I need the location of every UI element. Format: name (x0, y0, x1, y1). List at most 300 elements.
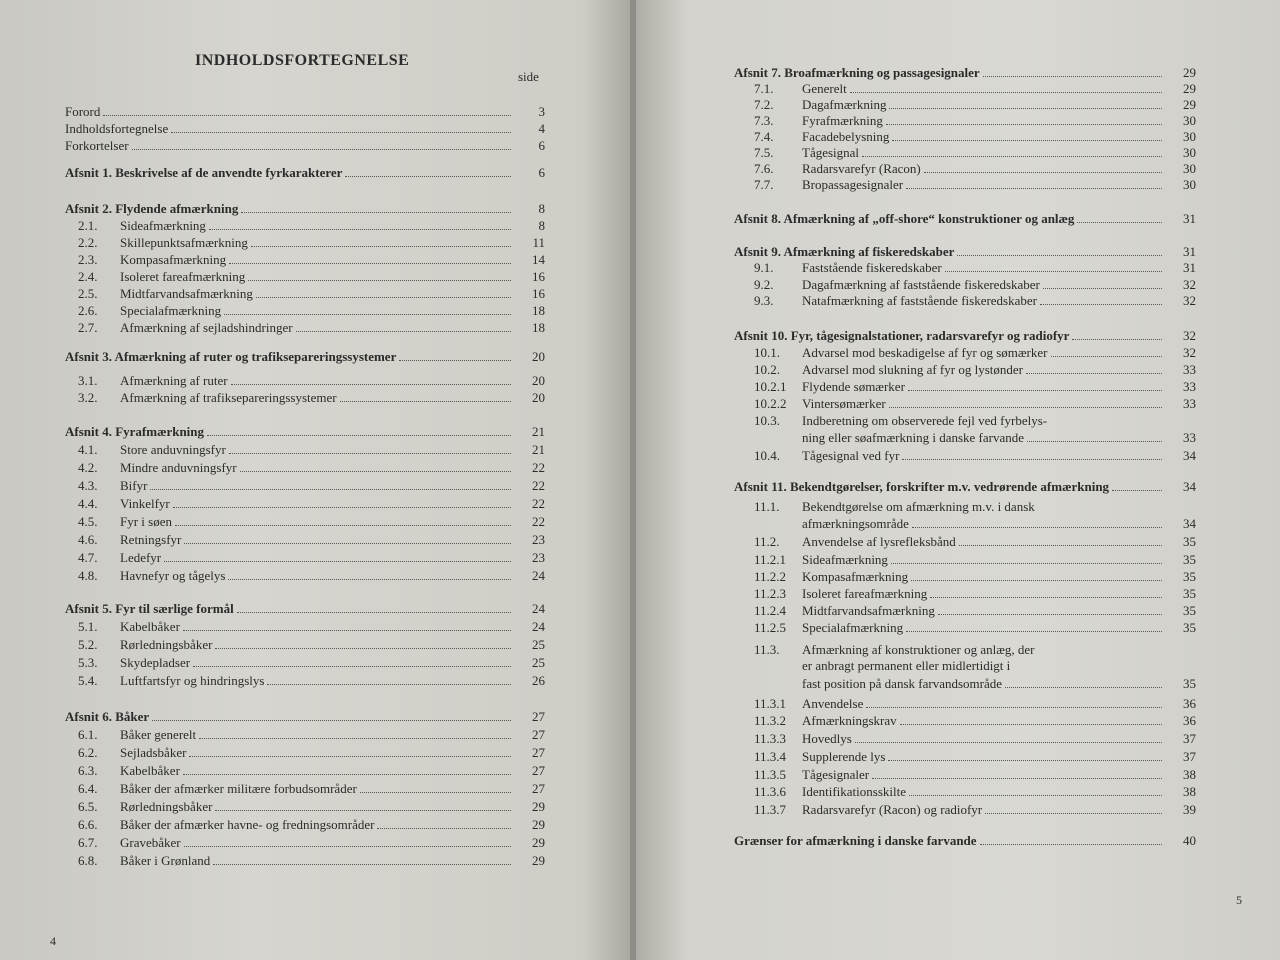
toc-entry-number: 7.3. (754, 113, 774, 128)
dot-leader (207, 423, 511, 436)
toc-entry-number: 4.1. (78, 442, 98, 457)
toc-entry (78, 549, 545, 566)
toc-entry-number: 7.5. (754, 145, 774, 160)
toc-entry-page: 30 (1183, 145, 1196, 160)
toc-entry-label: Sideafmærkning (120, 218, 206, 233)
left-page-number: 4 (50, 934, 56, 948)
toc-entry-number: 5.3. (78, 655, 98, 670)
dot-leader (945, 259, 1162, 272)
toc-entry-page: 35 (1183, 603, 1196, 618)
toc-entry (65, 120, 545, 137)
toc-entry (754, 292, 1196, 309)
toc-entry (754, 619, 1196, 636)
toc-entry-label: fast position på dansk farvandsområde (802, 676, 1003, 691)
dot-leader (909, 783, 1162, 796)
toc-entry-number: 9.3. (754, 293, 774, 308)
toc-section-entry (734, 64, 1196, 81)
toc-entry-page: 35 (1183, 676, 1196, 691)
dot-leader (985, 801, 1162, 814)
toc-entry-number: 2.2. (78, 235, 98, 250)
toc-entry-label: Afmærkning af ruter (120, 373, 228, 388)
toc-entry (754, 766, 1196, 783)
toc-entry-number: 6.1. (78, 727, 98, 742)
toc-entry-number: 4.6. (78, 532, 98, 547)
toc-entry-page: 35 (1183, 534, 1196, 549)
toc-entry-label: Forkortelser (65, 138, 129, 153)
toc-entry-label: Afmærkningskrav (802, 713, 897, 728)
toc-entry (754, 344, 1196, 361)
dot-leader (866, 695, 1162, 708)
dot-leader (855, 730, 1162, 743)
toc-entry-number: 4.8. (78, 568, 98, 583)
toc-entry-page: 20 (532, 373, 545, 388)
toc-entry-label: Afsnit 11. Bekendtgørelser, forskrifter m.v. vedrørende afmærkning (734, 479, 1110, 494)
toc-entry-label: Generelt (802, 81, 847, 96)
toc-entry (78, 217, 545, 234)
dot-leader (906, 619, 1162, 632)
page-column-label: side (518, 69, 539, 84)
toc-entry-page: 22 (532, 496, 545, 511)
dot-leader (399, 348, 511, 361)
toc-entry-page: 22 (532, 478, 545, 493)
toc-entry (754, 602, 1196, 619)
toc-entry-number: 6.5. (78, 799, 98, 814)
dot-leader (872, 766, 1162, 779)
toc-entry-page: 35 (1183, 552, 1196, 567)
toc-entry-number: 2.1. (78, 218, 98, 233)
toc-entry (754, 675, 1196, 692)
toc-entry (754, 176, 1196, 193)
dot-leader (189, 744, 511, 757)
dot-leader (224, 302, 511, 315)
toc-entry (78, 251, 545, 268)
toc-entry-label: Skillepunktsafmærkning (120, 235, 248, 250)
toc-entry-page: 35 (1183, 569, 1196, 584)
toc-entry (78, 672, 545, 689)
toc-entry-page: 8 (538, 218, 545, 233)
toc-section-entry (734, 478, 1196, 495)
toc-entry-label: Advarsel mod beskadigelse af fyr og sømærker (802, 345, 1048, 360)
toc-entry-page: 36 (1183, 713, 1196, 728)
dot-leader (930, 585, 1162, 598)
dot-leader (1005, 675, 1162, 688)
toc-entry-label: Afmærkning af trafiksepareringssystemer (120, 390, 337, 405)
toc-entry (65, 137, 545, 154)
toc-entry (78, 567, 545, 584)
toc-entry-label: Kompasafmærkning (120, 252, 227, 267)
dot-leader (193, 654, 511, 667)
toc-entry-label: Specialafmærkning (802, 620, 904, 635)
toc-entry-page: 24 (532, 601, 545, 616)
toc-entry-label: Facadebelysning (802, 129, 890, 144)
toc-entry (78, 780, 545, 797)
dot-leader (1043, 276, 1162, 289)
dot-leader (256, 285, 511, 298)
toc-entry-page: 35 (1183, 586, 1196, 601)
dot-leader (1112, 478, 1162, 491)
dot-leader (1027, 429, 1162, 442)
toc-entry-number: 2.3. (78, 252, 98, 267)
dot-leader (345, 164, 511, 177)
toc-entry-number: 11.2.4 (754, 603, 787, 618)
dot-leader (175, 513, 511, 526)
toc-entry (754, 551, 1196, 568)
toc-entry-page: 4 (538, 121, 545, 136)
toc-entry-page: 20 (532, 349, 545, 364)
toc-entry-label: Tågesignal (802, 145, 860, 160)
toc-entry (754, 144, 1196, 161)
toc-entry-page: 33 (1183, 396, 1196, 411)
toc-entry-page: 34 (1183, 479, 1196, 494)
toc-entry (754, 498, 1196, 515)
toc-entry-page: 33 (1183, 430, 1196, 445)
toc-entry-number: 10.2.1 (754, 379, 787, 394)
toc-entry-number: 7.1. (754, 81, 774, 96)
toc-entry-label: Fyr i søen (120, 514, 172, 529)
toc-entry-number: 10.1. (754, 345, 780, 360)
toc-entry-number: 11.3.7 (754, 802, 787, 817)
dot-leader (209, 217, 511, 230)
toc-entry-number: 2.5. (78, 286, 98, 301)
toc-entry-label: Forord (65, 104, 101, 119)
toc-entry-label: afmærkningsområde (802, 516, 909, 531)
toc-entry-number: 7.7. (754, 177, 774, 192)
toc-entry-number: 11.3.6 (754, 784, 787, 799)
toc-entry (754, 657, 1196, 674)
toc-section-entry (65, 600, 545, 617)
dot-leader (183, 762, 511, 775)
dot-leader (240, 459, 511, 472)
toc-entry-page: 27 (532, 781, 545, 796)
toc-entry-label: Midtfarvandsafmærkning (802, 603, 935, 618)
toc-entry-page: 37 (1183, 749, 1196, 764)
toc-entry-number: 5.2. (78, 637, 98, 652)
toc-entry-number: 4.3. (78, 478, 98, 493)
toc-entry-label: Radarsvarefyr (Racon) (802, 161, 921, 176)
toc-entry-page: 29 (532, 799, 545, 814)
toc-entry (78, 834, 545, 851)
dot-leader (938, 602, 1162, 615)
toc-entry-label: Afsnit 1. Beskrivelse af de anvendte fyrkarakterer (65, 165, 343, 180)
toc-entry-label: er anbragt permanent eller midlertidigt i (802, 658, 1011, 673)
toc-section-entry (734, 210, 1196, 227)
toc-entry-number: 4.2. (78, 460, 98, 475)
toc-entry (78, 285, 545, 302)
toc-entry-label: Dagafmærkning af faststående fiskeredskaber (802, 277, 1040, 292)
dot-leader (1040, 292, 1162, 305)
toc-entry-label: Afsnit 3. Afmærkning af ruter og trafiksepareringssystemer (65, 349, 397, 364)
dot-leader (889, 395, 1162, 408)
toc-entry-label: Anvendelse af lysrefleksbånd (802, 534, 956, 549)
toc-entry-label: Kompasafmærkning (802, 569, 909, 584)
toc-entry-page: 33 (1183, 362, 1196, 377)
toc-entry-number: 11.3.3 (754, 731, 787, 746)
toc-entry-page: 29 (1183, 65, 1196, 80)
toc-entry-label: Havnefyr og tågelys (120, 568, 226, 583)
toc-entry-label: Rørledningsbåker (120, 637, 213, 652)
toc-entry-label: Mindre anduvningsfyr (120, 460, 237, 475)
toc-entry (78, 762, 545, 779)
toc-entry-label: Vintersømærker (802, 396, 886, 411)
toc-entry (78, 459, 545, 476)
toc-entry-number: 9.2. (754, 277, 774, 292)
dot-leader (850, 80, 1162, 93)
toc-entry-page: 20 (532, 390, 545, 405)
toc-entry-number: 6.8. (78, 853, 98, 868)
toc-entry-label: Afsnit 9. Afmærkning af fiskeredskaber (734, 244, 955, 259)
toc-entry-page: 23 (532, 550, 545, 565)
toc-entry-number: 10.4. (754, 448, 780, 463)
toc-section-entry (65, 708, 545, 725)
toc-entry-page: 32 (1183, 277, 1196, 292)
toc-heading: INDHOLDSFORTEGNELSE (195, 52, 410, 69)
toc-entry-label: Grænser for afmærkning i danske farvande (734, 833, 977, 848)
toc-entry (754, 585, 1196, 602)
dot-leader (377, 816, 511, 829)
toc-entry (754, 533, 1196, 550)
toc-entry (78, 319, 545, 336)
dot-leader (340, 389, 511, 402)
toc-entry-number: 7.6. (754, 161, 774, 176)
toc-entry-page: 35 (1183, 620, 1196, 635)
dot-leader (1026, 361, 1162, 374)
toc-entry-page: 25 (532, 637, 545, 652)
toc-entry-number: 6.6. (78, 817, 98, 832)
toc-entry (754, 96, 1196, 113)
dot-leader (892, 128, 1162, 141)
toc-entry-number: 6.7. (78, 835, 98, 850)
toc-entry-label: Radarsvarefyr (Racon) og radiofyr (802, 802, 983, 817)
dot-leader (248, 268, 511, 281)
toc-entry-label: Dagafmærkning (802, 97, 887, 112)
toc-entry-label: Afsnit 2. Flydende afmærkning (65, 201, 239, 216)
toc-section-entry (65, 164, 545, 181)
toc-entry-page: 32 (1183, 293, 1196, 308)
dot-leader (164, 549, 511, 562)
toc-entry-label: Sideafmærkning (802, 552, 888, 567)
toc-entry-label: Båker generelt (120, 727, 197, 742)
toc-entry-label: Skydepladser (120, 655, 191, 670)
dot-leader (132, 137, 511, 150)
toc-entry-label: Isoleret fareafmærkning (802, 586, 928, 601)
toc-entry-page: 25 (532, 655, 545, 670)
dot-leader (183, 618, 511, 631)
dot-leader (184, 531, 511, 544)
toc-entry-page: 29 (1183, 97, 1196, 112)
toc-entry (65, 103, 545, 120)
toc-entry-page: 31 (1183, 260, 1196, 275)
toc-entry-page: 32 (1183, 345, 1196, 360)
toc-entry-page: 38 (1183, 767, 1196, 782)
toc-entry-page: 27 (532, 763, 545, 778)
dot-leader (889, 96, 1162, 109)
toc-entry-number: 11.2.3 (754, 586, 787, 601)
dot-leader (152, 708, 511, 721)
right-page (636, 0, 1280, 960)
toc-section-entry (65, 200, 545, 217)
toc-entry-page: 27 (532, 745, 545, 760)
toc-entry-label: Natafmærkning af faststående fiskeredskaber (802, 293, 1037, 308)
dot-leader (862, 144, 1162, 157)
toc-entry-label: Anvendelse (802, 696, 864, 711)
toc-entry-label: Store anduvningsfyr (120, 442, 226, 457)
toc-section-entry (734, 327, 1196, 344)
toc-entry-number: 9.1. (754, 260, 774, 275)
toc-entry-number: 10.3. (754, 413, 780, 428)
toc-entry (78, 726, 545, 743)
toc-entry-page: 6 (538, 165, 545, 180)
toc-entry (78, 636, 545, 653)
toc-entry-label: Flydende sømærker (802, 379, 905, 394)
toc-entry-page: 21 (532, 424, 545, 439)
toc-entry-page: 30 (1183, 177, 1196, 192)
toc-entry-label: Faststående fiskeredskaber (802, 260, 942, 275)
toc-entry (78, 531, 545, 548)
dot-leader (150, 477, 511, 490)
toc-entry-number: 5.4. (78, 673, 98, 688)
dot-leader (229, 251, 511, 264)
dot-leader (251, 234, 511, 247)
toc-entry-number: 4.5. (78, 514, 98, 529)
toc-entry-label: Retningsfyr (120, 532, 182, 547)
toc-entry-label: Gravebåker (120, 835, 181, 850)
toc-entry-label: Specialafmærkning (120, 303, 222, 318)
dot-leader (900, 712, 1162, 725)
toc-entry-label: Tågesignaler (802, 767, 870, 782)
toc-entry-page: 29 (1183, 81, 1196, 96)
toc-entry-page: 27 (532, 709, 545, 724)
dot-leader (1077, 210, 1162, 223)
toc-entry-label: Luftfartsfyr og hindringslys (120, 673, 265, 688)
toc-entry (78, 744, 545, 761)
toc-entry (78, 798, 545, 815)
dot-leader (886, 112, 1162, 125)
toc-entry-label: Bropassagesignaler (802, 177, 904, 192)
toc-entry-label: Bekendtgørelse om afmærkning m.v. i dansk (802, 499, 1035, 514)
toc-entry-label: Båker der afmærker havne- og fredningsområder (120, 817, 375, 832)
toc-entry-page: 29 (532, 835, 545, 850)
toc-entry (754, 395, 1196, 412)
toc-entry-page: 29 (532, 817, 545, 832)
toc-entry (754, 429, 1196, 446)
toc-entry-page: 27 (532, 727, 545, 742)
toc-entry (754, 112, 1196, 129)
toc-entry-page: 32 (1183, 328, 1196, 343)
toc-entry-page: 16 (532, 269, 545, 284)
toc-entry-page: 31 (1183, 211, 1196, 226)
dot-leader (213, 852, 511, 865)
dot-leader (924, 160, 1162, 173)
toc-entry-page: 33 (1183, 379, 1196, 394)
toc-entry (754, 730, 1196, 747)
dot-leader (199, 726, 511, 739)
toc-entry-page: 23 (532, 532, 545, 547)
toc-entry-label: Hovedlys (802, 731, 852, 746)
toc-entry-number: 2.7. (78, 320, 98, 335)
toc-entry-page: 11 (532, 235, 545, 250)
toc-entry-number: 6.2. (78, 745, 98, 760)
toc-entry-number: 11.3. (754, 642, 780, 657)
toc-entry-number: 11.3.2 (754, 713, 787, 728)
toc-entry-page: 18 (532, 320, 545, 335)
toc-section-entry (65, 423, 545, 440)
toc-entry-page: 40 (1183, 833, 1196, 848)
toc-entry-label: Fyrafmærkning (802, 113, 883, 128)
dot-leader (912, 515, 1162, 528)
toc-entry-number: 4.7. (78, 550, 98, 565)
toc-entry (78, 618, 545, 635)
toc-entry-number: 10.2.2 (754, 396, 787, 411)
dot-leader (229, 441, 511, 454)
dot-leader (241, 200, 511, 213)
toc-entry-number: 11.2.5 (754, 620, 787, 635)
toc-entry-page: 39 (1183, 802, 1196, 817)
dot-leader (215, 636, 511, 649)
toc-entry (78, 372, 545, 389)
toc-entry (754, 80, 1196, 97)
toc-entry (754, 515, 1196, 532)
dot-leader (983, 64, 1162, 77)
toc-entry-page: 30 (1183, 161, 1196, 176)
toc-entry-page: 22 (532, 460, 545, 475)
toc-entry-number: 11.2.2 (754, 569, 787, 584)
toc-entry (754, 276, 1196, 293)
dot-leader (173, 495, 511, 508)
toc-entry (78, 477, 545, 494)
toc-entry-number: 3.1. (78, 373, 98, 388)
left-page (0, 0, 632, 960)
toc-entry-number: 11.1. (754, 499, 780, 514)
toc-entry (754, 568, 1196, 585)
toc-entry-label: Bifyr (120, 478, 148, 493)
dot-leader (103, 103, 511, 116)
toc-entry (78, 441, 545, 458)
toc-entry-page: 30 (1183, 113, 1196, 128)
toc-entry-page: 14 (532, 252, 545, 267)
toc-entry-label: Isoleret fareafmærkning (120, 269, 246, 284)
toc-entry (78, 495, 545, 512)
toc-entry-number: 6.4. (78, 781, 98, 796)
toc-entry-number: 3.2. (78, 390, 98, 405)
toc-entry-label: Afsnit 4. Fyrafmærkning (65, 424, 205, 439)
toc-entry (78, 816, 545, 833)
toc-entry-label: Afmærkning af sejladshindringer (120, 320, 293, 335)
toc-entry-label: Afsnit 5. Fyr til særlige formål (65, 601, 234, 616)
toc-entry-page: 24 (532, 568, 545, 583)
toc-entry (754, 259, 1196, 276)
toc-entry-label: Kabelbåker (120, 619, 180, 634)
toc-entry-page: 38 (1183, 784, 1196, 799)
toc-entry-number: 5.1. (78, 619, 98, 634)
toc-entry (754, 160, 1196, 177)
toc-entry-label: Afmærkning af konstruktioner og anlæg, der (802, 642, 1035, 657)
dot-leader (237, 600, 511, 613)
toc-entry-number: 7.4. (754, 129, 774, 144)
toc-entry-page: 34 (1183, 448, 1196, 463)
toc-entry-label: Midtfarvandsafmærkning (120, 286, 253, 301)
toc-entry-label: Sejladsbåker (120, 745, 187, 760)
dot-leader (959, 533, 1162, 546)
toc-entry-label: Identifikationsskilte (802, 784, 906, 799)
toc-entry (754, 748, 1196, 765)
dot-leader (957, 243, 1162, 256)
toc-entry-number: 10.2. (754, 362, 780, 377)
toc-entry (78, 852, 545, 869)
dot-leader (184, 834, 511, 847)
dot-leader (267, 672, 511, 685)
toc-section-entry (734, 832, 1196, 849)
toc-entry (78, 234, 545, 251)
